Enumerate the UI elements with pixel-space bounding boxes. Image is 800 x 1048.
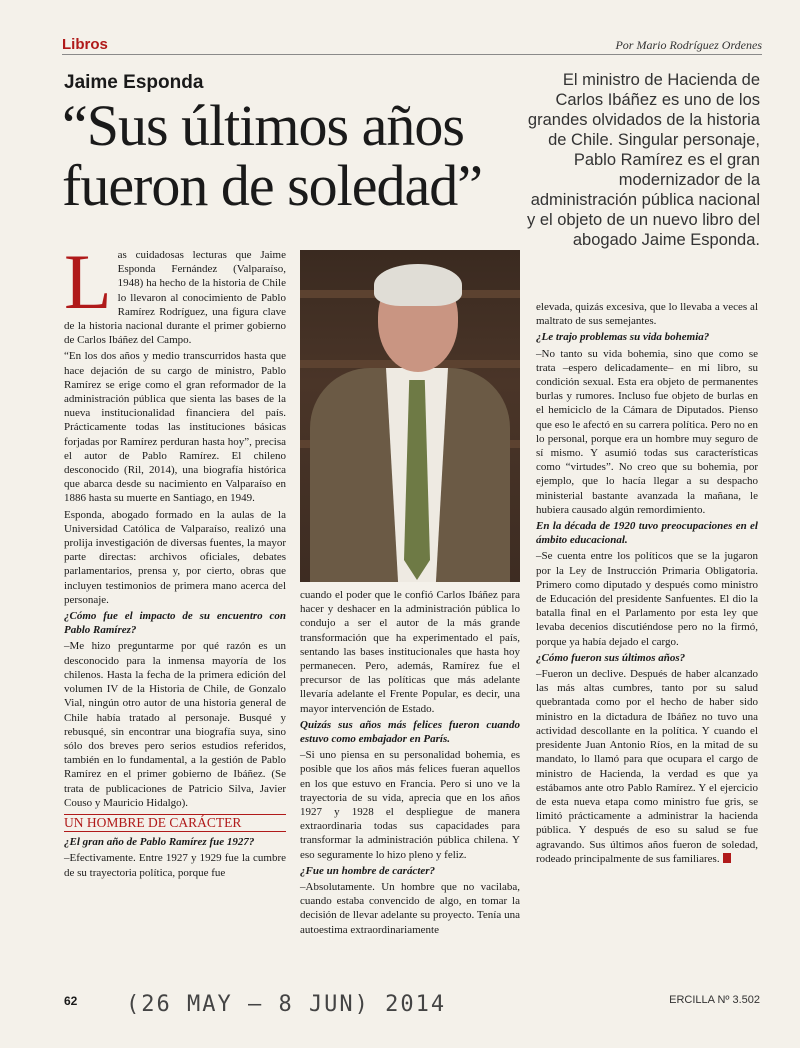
byline: Por Mario Rodríguez Ordenes [615,38,762,52]
paragraph: cuando el poder que le confió Carlos Ibáñez para hacer y deshacer en la administración pública lo condujo a ser el autor de la más grande transformación que ha experimentado el país, sentando las bases institucionales que hasta hoy permanecen. Pero, además, Ramírez fue el precursor de las políticas que más adelante llevaría adelante el Frente Popular, es decir, una mayor intervención de Estado. [300,589,520,715]
drop-cap: L [64,238,112,325]
magazine-issue: ERCILLA Nº 3.502 [669,994,760,1006]
paragraph: Esponda, abogado formado en la aulas de la Universidad Católica de Valparaíso, realizó una prolija investigación de diversas fuentes, la mayor parte directas: archivos oficiales, debates parlamentarios, prensa y, por cierto, obras que incluyen testimonios de primera mano acerca del personaje. [64,508,286,606]
article-deck: El ministro de Hacienda de Carlos Ibáñez es uno de los grandes olvidados de la historia de Chile. Singular personaje, Pablo Ramírez es el gran modernizador de la administración pública nacional y el objeto de un nuevo libro del abogado Jaime Esponda. [527,71,760,249]
question: ¿Fue un hombre de carácter? [300,864,436,877]
handwritten-date: (26 MAY – 8 JUN) 2014 [126,992,447,1017]
subheading: UN HOMBRE DE CARÁCTER [64,814,286,832]
column-3 [536,300,758,868]
question: ¿Cómo fue el impacto de su encuentro con Pablo Ramírez? [64,610,286,637]
column-2 [300,588,520,939]
question: En la década de 1920 tuvo preocupaciones en el ámbito educacional. [536,520,758,547]
column-1 [64,238,286,882]
paragraph: elevada, quizás excesiva, que lo llevaba a veces al maltrato de sus semejantes. [536,301,758,328]
paragraph: –Fueron un declive. Después de haber alcanzado las más altas cumbres, tanto por su salud quebrantada como por el hecho de haber sido ministro en la dictadura de Ibáñez no tuvo una actividad descollante en la política. Y cuando el presidente Juan Antonio Ríos, en la mitad de su mandato, lo llamó para que ocupara el cargo de ministro de Hacienda, la verdad es que ya estábamos ante otro Pablo Ramírez. Y el ejercicio de esta nueva etapa como ministro fue gris, se limitó prácticamente a administrar la hacienda pública. Y después de eso su salud se fue agravando. Sus últimos años fueron de soledad, rodeado principalmente de sus familiares. [536,668,758,865]
end-mark-icon [723,853,731,863]
paragraph: –Me hizo preguntarme por qué razón es un desconocido para la inmensa mayoría de los chilenos. Hasta la fecha de la primera edición del volumen IV de la Historia de Chile, de Gonzalo Vial, ningún otro autor de una historia general de Chile había tratado al personaje. Busqué y rebusqué, sin encontrar una biografía suya, sino sólo dos breves pero serios estudios referidos, también en lo fundamental, a la gestión de Pablo Ramírez en el primer gobierno de Ibáñez. (Se trata de publicaciones de Patricio Silva, Javier Couso y Mauricio Hidalgo). [64,640,286,809]
article-kicker: Jaime Esponda [64,72,204,93]
paragraph: –Absolutamente. Un hombre que no vacilaba, cuando estaba convencido de algo, en tomar la decisión de llevar adelante su proyecto. Tenía una autoestima extraordinariamente [300,881,520,936]
article-headline: “Sus últimos años fueron de soledad” [62,93,483,218]
paragraph: –Efectivamente. Entre 1927 y 1929 fue la cumbre de su trayectoria política, porque fue [64,852,286,879]
question: ¿Cómo fueron sus últimos años? [536,651,686,664]
portrait-photo [300,250,520,582]
question: Quizás sus años más felices fueron cuando estuvo como embajador en París. [300,718,520,746]
paragraph: –Si uno piensa en su personalidad bohemia, es posible que los años más felices fueran aquellos en los que estuvo en Francia. Pero si uno ve la trayectoria de su vida, aprecia que en los años 1927 y 1928 el despliegue de manera extraordinaria todas sus capacidades para transformar la administración pública chilena. Y eso seguramente lo hizo pleno y feliz. [300,749,520,861]
section-tag: Libros [62,36,108,53]
question: ¿El gran año de Pablo Ramírez fue 1927? [64,836,255,849]
page-header [62,36,762,55]
question: ¿Le trajo problemas su vida bohemia? [536,331,710,344]
paragraph: Las cuidadosas lecturas que Jaime Esponda Fernández (Valparaíso, 1948) ha hecho de la historia de Chile lo llevaron al conocimiento de Pablo Ramírez Rodríguez, una figura clave de la historia nacional durante el primer gobierno de Carlos Ibáñez del Campo. [64,238,286,347]
paragraph: –Se cuenta entre los políticos que se la jugaron por la Ley de Instrucción Primaria Obligatoria. Primero como diputado y después como ministro de Educación del presidente Sanfuentes. El dio la batalla final en el Parlamento por esta ley que levaba decenios discutiéndose pero no la firmó, porque ya había dejado el cargo. [536,550,758,648]
page-number: 62 [64,994,78,1008]
paragraph: –No tanto su vida bohemia, sino que como se trata –espero delicadamente– en mi libro, su condición sexual. Esta era objeto de permanentes burlas y rumores. Incluso fue objeto de burlas en el hemiciclo de la Cámara de Diputados. Pienso que eso le afectó en su carrera política. Pero no en lo personal, porque era un hombre muy seguro de sí mismo. Y asumió todas sus características como “virtudes”. No creo que su bohemia, por ejemplo, que lo hacía llegar a su despacho ministerial bastante avanzada la mañana, le hubiera causado algún remordimiento. [536,347,758,516]
paragraph: “En los dos años y medio transcurridos hasta que hace dejación de su cargo de ministro, Pablo Ramírez se erige como el gran reformador de la administración pública que sienta las bases de la nueva institucionalidad financiera del país. Prácticamente todas las instituciones básicas forjadas por Ramírez perduran hasta hoy”, precisa el autor de Pablo Ramírez. El chileno desconocido (Ril, 2014), una biografía histórica que abarca desde su nacimiento en Valparaíso en 1886 hasta su muerte en Santiago, en 1949. [64,350,286,505]
